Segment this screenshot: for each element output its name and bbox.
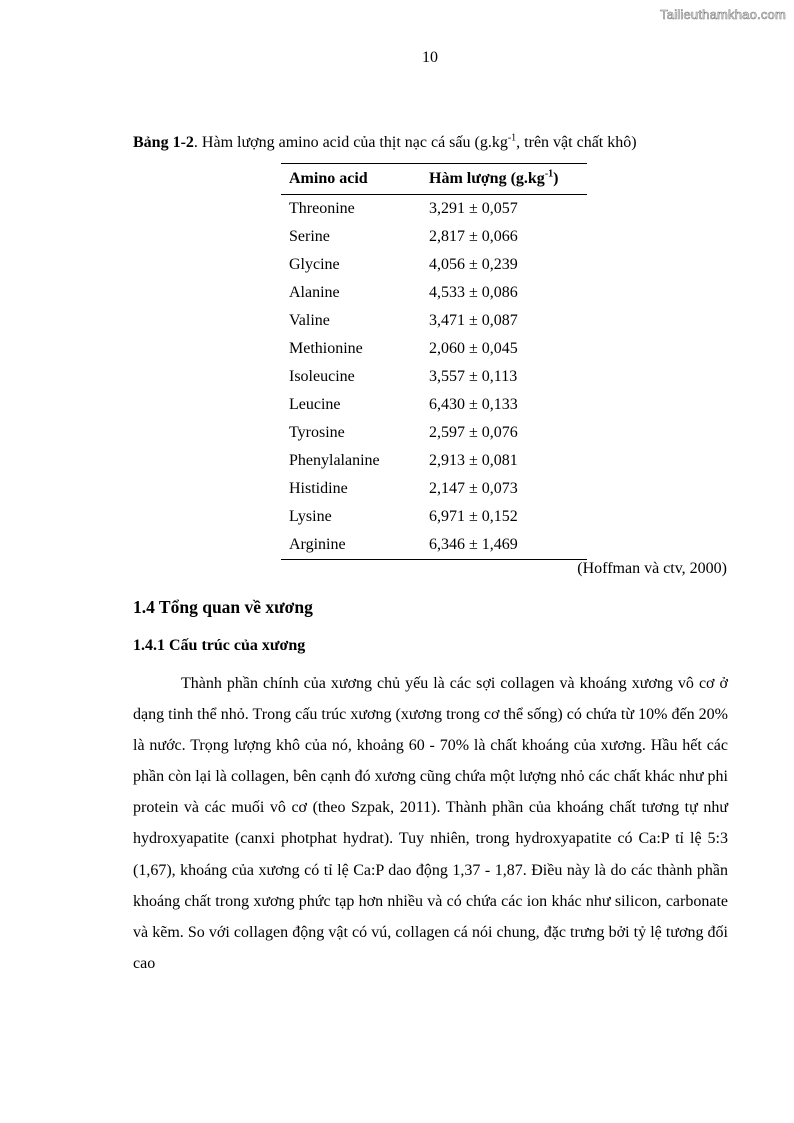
header-content-superscript: -1 [544, 168, 554, 180]
table-source: (Hoffman và ctv, 2000) [577, 560, 727, 577]
amino-acid-name: Leucine [289, 396, 341, 413]
table-caption [133, 134, 637, 152]
table-row [281, 475, 587, 503]
amino-acid-name: Phenylalanine [289, 452, 380, 469]
subsection-heading: 1.4.1 Cấu trúc của xương [133, 637, 306, 654]
header-content-main: Hàm lượng (g.kg [429, 170, 545, 187]
amino-acid-value: 3,471 ± 0,087 [429, 312, 518, 329]
table-row [281, 419, 587, 447]
amino-acid-value: 4,533 ± 0,086 [429, 284, 518, 301]
table-row [281, 307, 587, 335]
caption-superscript: -1 [507, 132, 517, 144]
amino-acid-name: Arginine [281, 531, 421, 560]
amino-acid-name: Alanine [289, 284, 340, 301]
amino-acid-name: Lysine [289, 508, 332, 525]
amino-acid-name: Methionine [289, 340, 363, 357]
amino-acid-value: 2,913 ± 0,081 [429, 452, 518, 469]
amino-acid-value: 2,597 ± 0,076 [429, 424, 518, 441]
amino-acid-value: 6,971 ± 0,152 [429, 508, 518, 525]
header-content-end: ) [553, 170, 559, 187]
table-row [281, 391, 587, 419]
amino-acid-name: Histidine [289, 480, 348, 497]
table-row [281, 447, 587, 475]
watermark: Tailieuthamkhao.com [660, 7, 786, 22]
table-row [281, 531, 587, 560]
table-row [281, 335, 587, 363]
amino-acid-name: Serine [289, 228, 330, 245]
table-row [281, 251, 587, 279]
amino-acid-value: 2,060 ± 0,045 [429, 340, 518, 357]
amino-acid-value: 6,430 ± 0,133 [429, 396, 518, 413]
table-header-row [281, 164, 587, 195]
header-content [421, 164, 587, 195]
table-row [281, 363, 587, 391]
amino-acid-value: 6,346 ± 1,469 [421, 531, 587, 560]
caption-text: . Hàm lượng amino acid của thịt nạc cá sấu (g.kg [193, 134, 508, 151]
caption-label: Bảng 1-2 [133, 134, 194, 151]
amino-acid-value: 3,291 ± 0,057 [429, 200, 518, 217]
table-row [281, 279, 587, 307]
amino-acid-table [281, 163, 587, 560]
table-row [281, 223, 587, 251]
amino-acid-name: Glycine [289, 256, 340, 273]
amino-acid-value: 3,557 ± 0,113 [429, 368, 518, 385]
caption-text-end: , trên vật chất khô) [516, 134, 637, 151]
amino-acid-value: 2,817 ± 0,066 [429, 228, 518, 245]
page-number: 10 [422, 49, 438, 66]
amino-acid-value: 4,056 ± 0,239 [429, 256, 518, 273]
amino-acid-name: Isoleucine [289, 368, 355, 385]
amino-acid-name: Valine [289, 312, 330, 329]
section-heading: 1.4 Tổng quan về xương [133, 597, 313, 617]
body-paragraph: Thành phần chính của xương chủ yếu là các sợi collagen và khoáng xương vô cơ ở dạng tinh thể nhỏ. Trong cấu trúc xương (xương trong cơ thể sống) có chứa từ 10% đến 20% là nước. Trọng lượng khô của nó, khoảng 60 - 70% là chất khoáng của xương. Hầu hết các phần còn lại là collagen, bên cạnh đó xương cũng chứa một lượng nhỏ các chất khác như phi protein và các muối vô cơ (theo Szpak, 2011). Thành phần của khoáng chất tương tự như hydroxyapatite (canxi photphat hydrat). Tuy nhiên, trong hydroxyapatite có Ca:P tỉ lệ 5:3 (1,67), khoáng của xương có tỉ lệ Ca:P dao động 1,37 - 1,87. Điều này là do các thành phần khoáng chất trong xương phức tạp hơn nhiều và có chứa các ion khác như silicon, carbonate và kẽm. So với collagen động vật có vú, collagen cá nói chung, đặc trưng bởi tỷ lệ tương đối cao [133, 675, 728, 972]
amino-acid-name: Tyrosine [289, 424, 345, 441]
header-amino-acid: Amino acid [281, 164, 421, 195]
amino-acid-value: 2,147 ± 0,073 [429, 480, 518, 497]
table-row [281, 503, 587, 531]
table-row [281, 195, 587, 224]
amino-acid-name: Threonine [289, 200, 355, 217]
